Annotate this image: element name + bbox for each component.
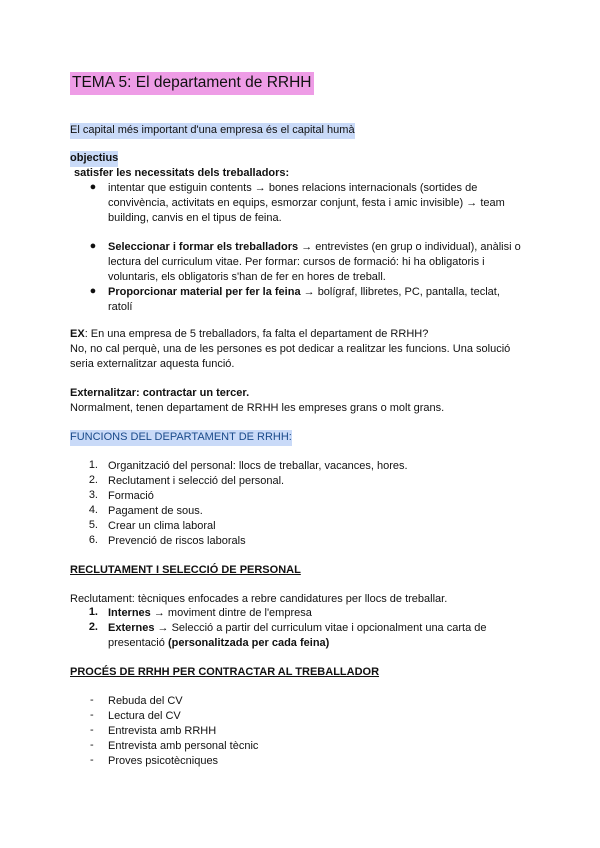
proces-item-3: Entrevista amb RRHH bbox=[108, 725, 217, 737]
dash-bullet: - bbox=[90, 709, 94, 721]
reclutament-heading: RECLUTAMENT I SELECCIÓ DE PERSONAL bbox=[70, 564, 301, 576]
bullet-icon: ● bbox=[89, 240, 97, 252]
list-number: 1. bbox=[88, 459, 98, 471]
objectius-bullet-1-line-3: building, canvis en el tipus de feina. bbox=[108, 212, 282, 224]
proces-item-5: Proves psicotècniques bbox=[108, 755, 219, 767]
funcions-item-4: Pagament de sous. bbox=[108, 505, 203, 517]
funcions-item-5: Crear un clima laboral bbox=[108, 520, 216, 532]
funcions-item-3: Formació bbox=[108, 490, 154, 502]
objectius-bullet-2-line-1: Seleccionar i formar els treballadors → entrevistes (en grup o individual), anàlisi o bbox=[108, 241, 521, 253]
objectius-bullet-2-line-3: voluntaris, els obligatoris s'han de fer en hores de treball. bbox=[108, 271, 386, 283]
list-number: 4. bbox=[88, 504, 98, 516]
bullet-icon: ● bbox=[89, 181, 97, 193]
proces-item-4: Entrevista amb personal tècnic bbox=[108, 740, 259, 752]
ex-answer-line-1: No, no cal perquè, una de les persones es pot dedicar a realitzar les funcions. Una solució bbox=[70, 343, 511, 355]
list-number: 1. bbox=[88, 606, 98, 618]
intro-text: El capital més important d'una empresa és el capital humà bbox=[70, 123, 355, 139]
objectius-bullet-1-line-1: intentar que estiguin contents → bones relacions internacionals (sortides de bbox=[108, 182, 478, 194]
objectius-bullet-1-line-2: convivència, activitats en equips, esmorzar conjunt, festa i amic invisible) → team bbox=[108, 197, 505, 209]
list-number: 2. bbox=[88, 621, 98, 633]
objectius-bullet-3-line-1: Proporcionar material per fer la feina → bolígraf, llibretes, PC, pantalla, teclat, bbox=[108, 286, 500, 298]
proces-item-1: Rebuda del CV bbox=[108, 695, 183, 707]
dash-bullet: - bbox=[90, 754, 94, 766]
reclutament-item-2-line-2: presentació (personalitzada per cada feina) bbox=[108, 637, 330, 649]
reclutament-item-1: Internes → moviment dintre de l'empresa bbox=[108, 607, 312, 619]
funcions-heading: FUNCIONS DEL DEPARTAMENT DE RRHH: bbox=[70, 430, 292, 446]
list-number: 6. bbox=[88, 534, 98, 546]
dash-bullet: - bbox=[90, 724, 94, 736]
list-number: 3. bbox=[88, 489, 98, 501]
funcions-item-6: Prevenció de riscos laborals bbox=[108, 535, 246, 547]
reclutament-text: Reclutament: tècniques enfocades a rebre candidatures per llocs de treballar. bbox=[70, 593, 448, 605]
dash-bullet: - bbox=[90, 739, 94, 751]
list-number: 5. bbox=[88, 519, 98, 531]
objectius-bullet-2-line-2: lectura del curriculum vitae. Per formar: cursos de formació: hi ha obligatoris i bbox=[108, 256, 485, 268]
externalitzar-heading: Externalitzar: contractar un tercer. bbox=[70, 387, 250, 399]
objectius-bullet-3-line-2: ratolí bbox=[108, 301, 133, 313]
objectius-heading: objectius bbox=[70, 151, 118, 167]
proces-item-2: Lectura del CV bbox=[108, 710, 181, 722]
page-title: TEMA 5: El departament de RRHH bbox=[70, 72, 314, 95]
externalitzar-text: Normalment, tenen departament de RRHH les empreses grans o molt grans. bbox=[70, 402, 445, 414]
funcions-item-1: Organització del personal: llocs de treballar, vacances, hores. bbox=[108, 460, 408, 472]
reclutament-item-2-line-1: Externes → Selecció a partir del curriculum vitae i opcionalment una carta de bbox=[108, 622, 487, 634]
funcions-item-2: Reclutament i selecció del personal. bbox=[108, 475, 285, 487]
objectius-subheading: satisfer les necessitats dels treballadors: bbox=[74, 167, 290, 179]
bullet-icon: ● bbox=[89, 285, 97, 297]
ex-answer-line-2: seria externalitzar aquesta funció. bbox=[70, 358, 235, 370]
proces-heading: PROCÉS DE RRHH PER CONTRACTAR AL TREBALLADOR bbox=[70, 666, 380, 678]
list-number: 2. bbox=[88, 474, 98, 486]
dash-bullet: - bbox=[90, 694, 94, 706]
ex-question: EX: En una empresa de 5 treballadors, fa falta el departament de RRHH? bbox=[70, 328, 429, 340]
